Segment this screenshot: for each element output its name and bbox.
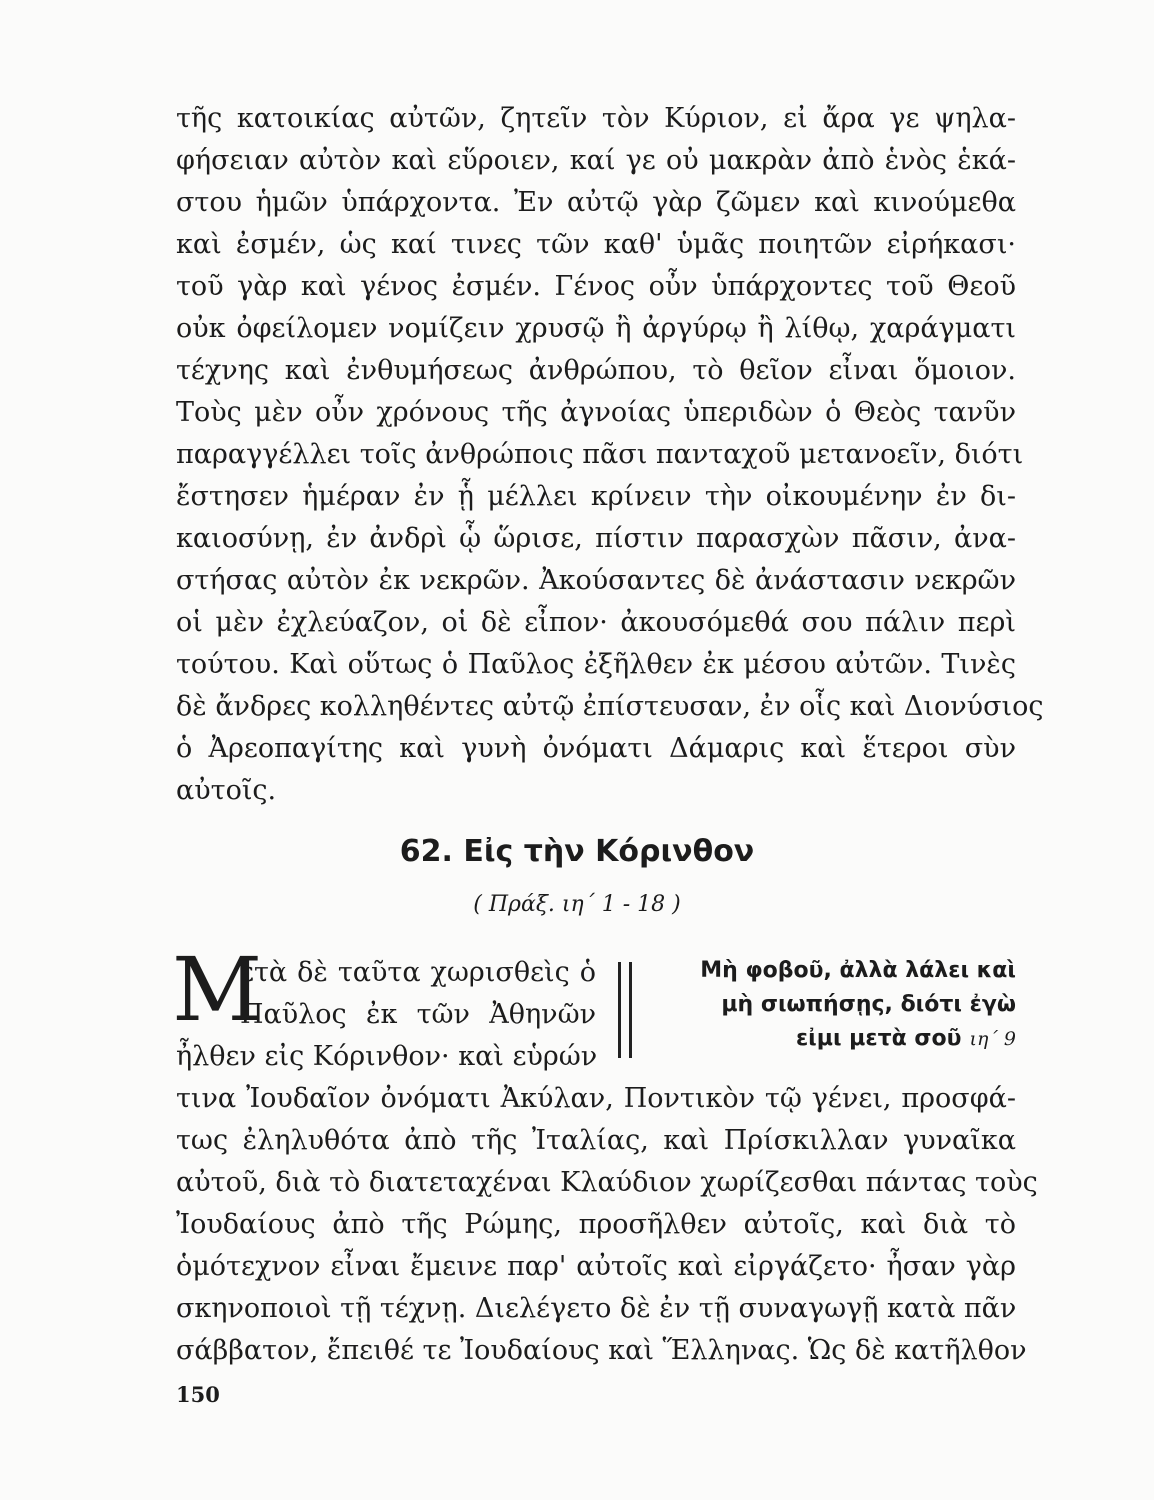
text-line: Τοὺς μὲν οὖν χρόνους τῆς ἀγνοίας ὑπεριδὼν ὁ Θεὸς τανῦν: [176, 397, 1016, 428]
text-line: τῆς κατοικίας αὐτῶν, ζητεῖν τὸν Κύριον, εἰ ἄρα γε ψηλα-: [176, 103, 1016, 134]
text-line: ετὰ δὲ ταῦτα χωρισθεὶς ὁ: [240, 957, 596, 988]
text-line: δὲ ἄνδρες κολληθέντες αὐτῷ ἐπίστευσαν, ἐν οἷς καὶ Διονύσιος: [176, 691, 1044, 722]
text-line: στου ἡμῶν ὑπάρχοντα. Ἐν αὐτῷ γὰρ ζῶμεν καὶ κινούμεθα: [176, 187, 1016, 218]
sidenote-line: εἰμι μετὰ σοῦ: [795, 1026, 962, 1051]
text-line: ἦλθεν εἰς Κόρινθον· καὶ εὑρών: [176, 1041, 598, 1072]
text-line: Παῦλος ἐκ τῶν Ἀθηνῶν: [240, 999, 596, 1030]
text-line: σάββατον, ἔπειθέ τε Ἰουδαίους καὶ Ἕλληνας. Ὡς δὲ κατῆλθον: [176, 1335, 1027, 1366]
text-line: καὶ ἐσμέν, ὡς καί τινες τῶν καθ' ὑμᾶς ποιητῶν εἰρήκασι·: [176, 229, 1016, 260]
text-line: παραγγέλλει τοῖς ἀνθρώποις πᾶσι πανταχοῦ μετανοεῖν, διότι: [176, 439, 1024, 470]
sidenote-reference: ιη΄ 9: [969, 1028, 1016, 1050]
text-line: τέχνης καὶ ἐνθυμήσεως ἀνθρώπου, τὸ θεῖον εἶναι ὅμοιον.: [176, 355, 1016, 386]
sidenote-line: μὴ σιωπήσῃς, διότι ἐγὼ: [721, 992, 1016, 1017]
drop-cap: Μ: [172, 938, 263, 1041]
text-line: ὁμότεχνον εἶναι ἔμεινε παρ' αὐτοῖς καὶ εἰργάζετο· ἦσαν γὰρ: [176, 1251, 1016, 1282]
double-rule-divider: [618, 962, 632, 1058]
section-reference: ( Πράξ. ιη΄ 1 - 18 ): [473, 892, 681, 917]
text-line: τοῦ γὰρ καὶ γένος ἐσμέν. Γένος οὖν ὑπάρχοντες τοῦ Θεοῦ: [176, 271, 1016, 302]
page-number: 150: [176, 1382, 220, 1407]
text-line: σκηνοποιοὶ τῇ τέχνῃ. Διελέγετο δὲ ἐν τῇ συναγωγῇ κατὰ πᾶν: [176, 1293, 1017, 1324]
text-line: στήσας αὐτὸν ἐκ νεκρῶν. Ἀκούσαντες δὲ ἀνάστασιν νεκρῶν: [176, 565, 1016, 596]
section-heading: 62. Εἰς τὴν Κόρινθον: [399, 834, 755, 869]
text-line: οἱ μὲν ἐχλεύαζον, οἱ δὲ εἶπον· ἀκουσόμεθά σου πάλιν περὶ: [176, 607, 1016, 638]
text-line: ἔστησεν ἡμέραν ἐν ᾗ μέλλει κρίνειν τὴν οἰκουμένην ἐν δι-: [176, 481, 1016, 512]
text-line: αὐτοῦ, διὰ τὸ διατεταχέναι Κλαύδιον χωρίζεσθαι πάντας τοὺς: [176, 1167, 1038, 1198]
sidenote-line: Μὴ φοβοῦ, ἀλλὰ λάλει καὶ: [700, 958, 1016, 983]
text-line: καιοσύνῃ, ἐν ἀνδρὶ ᾧ ὥρισε, πίστιν παρασχὼν πᾶσιν, ἀνα-: [176, 523, 1016, 554]
sidenote-quote: [656, 954, 1016, 1056]
text-line: φήσειαν αὐτὸν καὶ εὕροιεν, καί γε οὐ μακρὰν ἀπὸ ἑνὸς ἑκά-: [176, 145, 1016, 176]
text-line: τούτου. Καὶ οὕτως ὁ Παῦλος ἐξῆλθεν ἐκ μέσου αὐτῶν. Τινὲς: [176, 649, 1016, 680]
text-line: τως ἐληλυθότα ἀπὸ τῆς Ἰταλίας, καὶ Πρίσκιλλαν γυναῖκα: [176, 1125, 1016, 1156]
text-line: τινα Ἰουδαῖον ὀνόματι Ἀκύλαν, Ποντικὸν τῷ γένει, προσφά-: [176, 1083, 1016, 1114]
text-line: οὐκ ὀφείλομεν νομίζειν χρυσῷ ἢ ἀργύρῳ ἢ λίθῳ, χαράγματι: [176, 313, 1016, 344]
sidenote-line-last: [656, 1022, 1016, 1056]
text-line: ὁ Ἀρεοπαγίτης καὶ γυνὴ ὀνόματι Δάμαρις καὶ ἕτεροι σὺν: [176, 733, 1016, 764]
text-line: αὐτοῖς.: [176, 775, 277, 806]
text-line: Ἰουδαίους ἀπὸ τῆς Ρώμης, προσῆλθεν αὐτοῖς, καὶ διὰ τὸ: [176, 1209, 1016, 1240]
